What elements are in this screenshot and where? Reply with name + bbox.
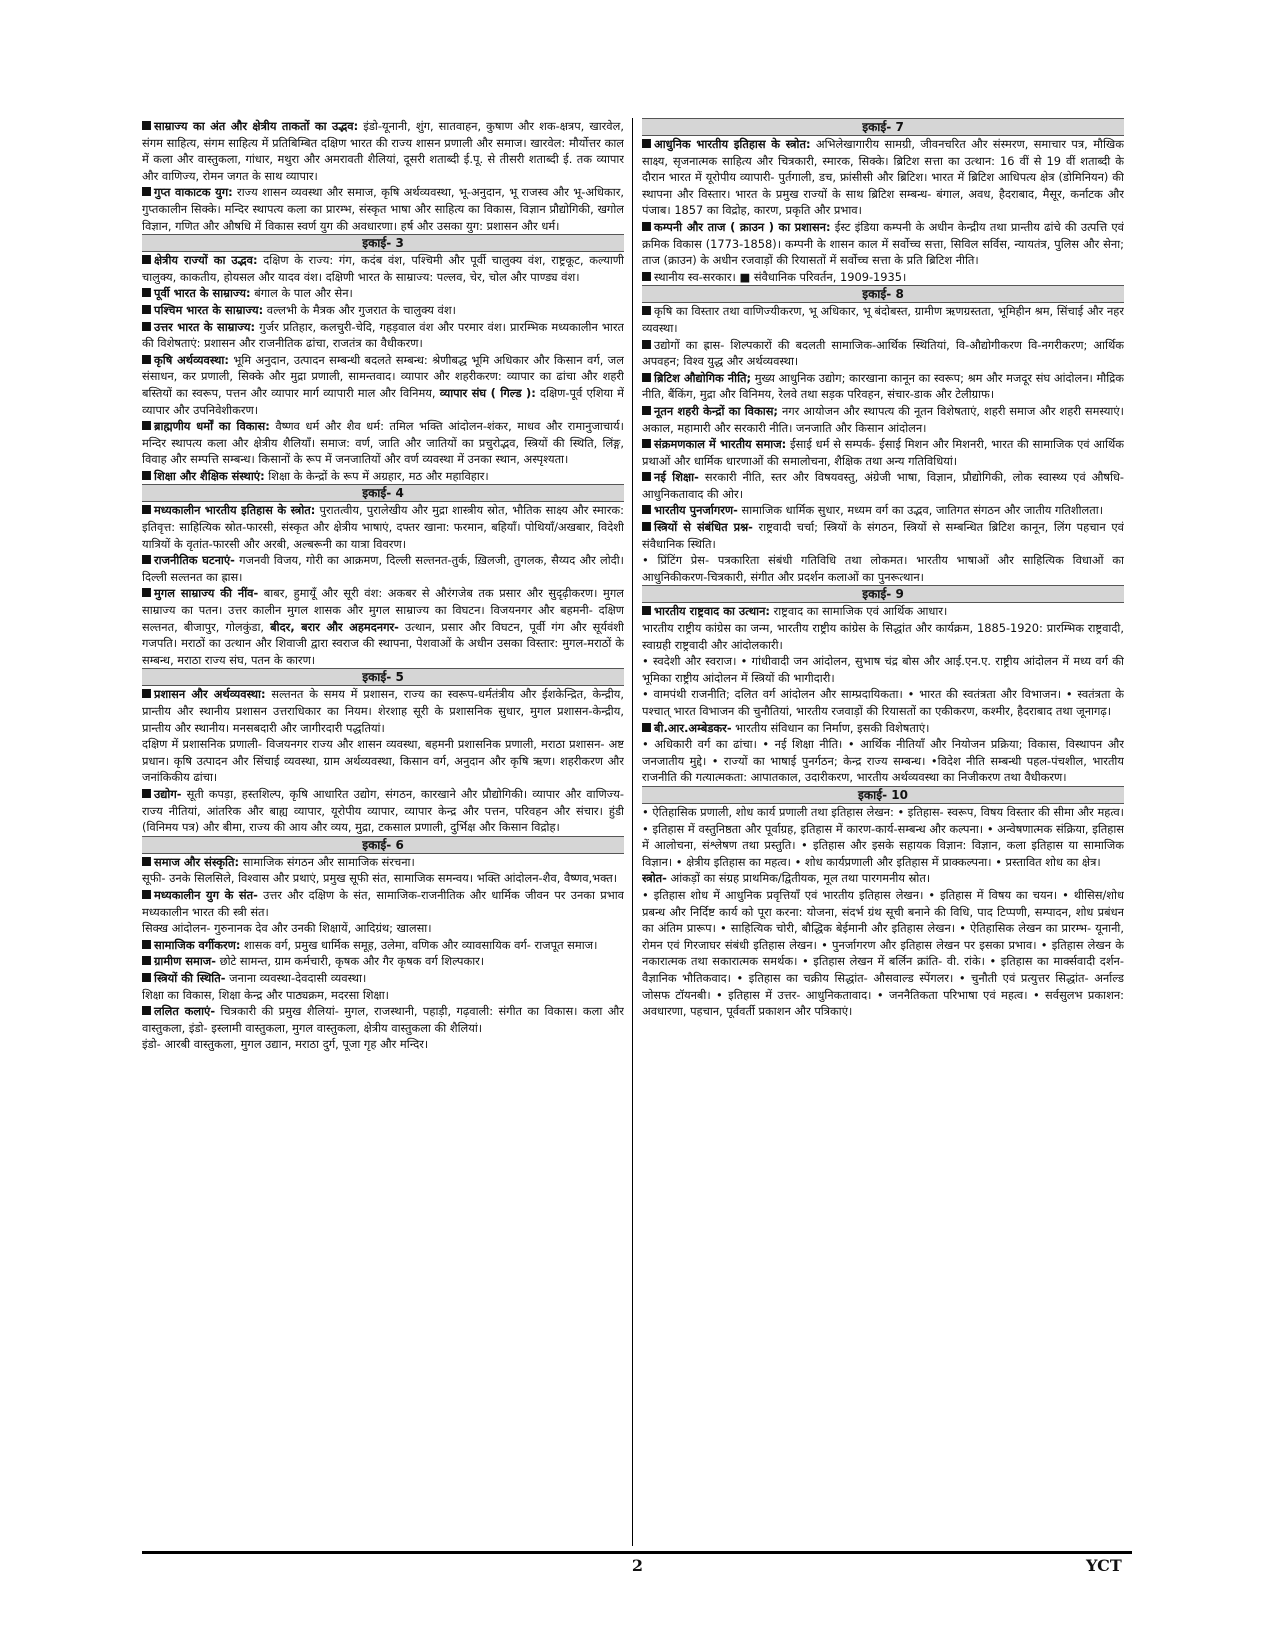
topic-heading: आधुनिक भारतीय इतिहास के स्त्रोत: (654, 137, 811, 151)
topic-heading: स्त्रोत- (642, 871, 667, 886)
topic-text: दक्षिण-पूर्व एशिया में व्यापार और उपनिवेशीकरण। (142, 385, 624, 417)
topic-text: वल्लभी के मैत्रक और गुजरात के चालुक्य वंश। (263, 302, 456, 317)
syllabus-paragraph (642, 720, 1124, 737)
topic-heading: बीदर, बरार और अहमदनगर- (270, 619, 399, 634)
topic-heading: कम्पनी और ताज ( क्राउन ) का प्रशासन: (654, 219, 831, 234)
syllabus-paragraph (642, 136, 1124, 219)
topic-text: • अधिकारी वर्ग का ढांचा। • नई शिक्षा नीति। • आर्थिक नीतियाँ और नियोजन प्रक्रिया; विकास, विस्थापन और जनजातीय मुद्दे। • राज्यों का भाषाई पुनर्गठन; केन्द्र राज्य सम्बन्ध। •विदेश नीति सम्बन्धी पहल-पंचशील, भारतीय राजनीति की गत्यात्मकता: आपातकाल, उदारीकरण, भारतीय अर्थव्यवस्था का निजीकरण तथा वैधीकरण। (642, 737, 1124, 785)
square-bullet-icon (642, 139, 651, 148)
syllabus-paragraph (142, 118, 624, 184)
topic-text: शिक्षा का विकास, शिक्षा केन्द्र और पाठ्यक्रम, मदरसा शिक्षा। (142, 987, 389, 1002)
syllabus-paragraph (642, 736, 1124, 786)
topic-heading: मध्यकालीन भारतीय इतिहास के स्त्रोत: (154, 503, 316, 518)
topic-heading: संक्रमणकाल में भारतीय समाज: (654, 437, 787, 452)
topic-text: • प्रिंटिंग प्रेस- पत्रकारिता संबंधी गतिविधि तथा लोकमत। भारतीय भाषाओं और साहित्यिक विधाओं का आधुनिकीकरण-चित्रकारी, संगीत और प्रदर्शन कलाओं का पुनरूत्थान। (642, 553, 1124, 584)
syllabus-paragraph (142, 920, 624, 937)
topic-text: शासक वर्ग, प्रमुख धार्मिक समूह, उलेमा, वणिक और व्यावसायिक वर्ग- राजपूत समाज। (240, 937, 598, 952)
unit-heading: इकाई- 8 (642, 285, 1124, 303)
topic-text: नगर आयोजन और स्थापत्य की नूतन विशेषताएं, शहरी समाज और शहरी समस्याएं। अकाल, महामारी और सरकारी नीति। जनजाति और किसान आंदोलन। (642, 403, 1124, 435)
topic-heading: ग्रामीण समाज- (154, 954, 216, 969)
square-bullet-icon (142, 255, 151, 264)
square-bullet-icon (142, 689, 151, 698)
syllabus-paragraph (142, 252, 624, 285)
square-bullet-icon (142, 421, 151, 430)
square-bullet-icon (642, 472, 651, 481)
page-number: 2 (631, 1556, 644, 1575)
topic-text: आंकड़ों का संग्रह प्राथमिक/द्वितीयक, मूल तथा पारगमनीय स्रोत। (666, 871, 931, 886)
square-bullet-icon (142, 555, 151, 564)
topic-heading: पूर्वी भारत के साम्राज्य: (154, 286, 251, 301)
topic-text: इंडो-यूनानी, शुंग, सातवाहन, कुषाण और शक-क्षत्रप, खारवेल, संगम साहित्य, संगम साहित्य में प्रतिबिम्बित दक्षिण भारत की राज्य शासन प्रणाली और समाज। खारवेल: मौर्योत्तर काल में कला और वास्तुकला, गांधार, मथुरा और अमरावती शैलियां, दूसरी शताब्दी ई.पू. से तीसरी शताब्दी ई. तक व्यापार और वाणिज्य, रोमन जगत के साथ व्यापार। (142, 119, 624, 183)
syllabus-paragraph (142, 468, 624, 485)
square-bullet-icon (142, 956, 151, 965)
syllabus-paragraph (642, 303, 1124, 336)
syllabus-paragraph (642, 620, 1124, 653)
square-bullet-icon (642, 439, 651, 448)
topic-text: • इतिहास शोध में आधुनिक प्रवृत्तियाँ एवं भारतीय इतिहास लेखन। • इतिहास में विषय का चयन। • थीसिस/शोध प्रबन्ध और निर्दिष्ट कार्य को पूरा करना: योजना, संदर्भ ग्रंथ सूची बनाने की विधि, पाद टिप्पणी, सम्पादन, शोध प्रबंधन का अंतिम प्रारूप। • साहित्यिक चोरी, बौद्धिक बेईमानी और इतिहास लेखन। • ऐतिहासिक लेखन का प्रारम्भ- यूनानी, रोमन एवं गिरजाघर संबंधी इतिहास लेखन। • पुनर्जागरण और इतिहास लेखन पर इसका प्रभाव। • इतिहास लेखन के नकारात्मक तथा सकारात्मक समर्थक। • इतिहास लेखन में बर्लिन क्रांति- वी. रांके। • इतिहास का मार्क्सवादी दर्शन- वैज्ञानिक भौतिकवाद। • इतिहास का चक्रीय सिद्धांत- औसवाल्ड स्पेंगलर। • चुनौती एवं प्रत्युत्तर सिद्धांत- अर्नाल्ड जोसफ टॉयनबी। • इतिहास में उत्तर- आधुनिकतावाद। • जननैतिकता परिभाषा एवं महत्व। • सर्वसुलभ प्रकाशन: अवधारणा, पहचान, पूर्ववर्ती प्रकाशन और पत्रिकाएं। (642, 887, 1124, 1019)
topic-text: • स्वदेशी और स्वराज। • गांधीवादी जन आंदोलन, सुभाष चंद्र बोस और आई.एन.ए. राष्ट्रीय आंदोलन में मध्य वर्ग की भूमिका राष्ट्रीय आंदोलन में स्त्रियों की भागीदारी। (642, 654, 1124, 685)
topic-text: दक्षिण के राज्य: गंग, कदंब वंश, पश्चिमी और पूर्वी चालुक्य वंश, राष्ट्रकूट, कल्याणी चालुक्य, काकतीय, होयसल और यादव वंश। दक्षिणी भारत के साम्राज्य: पल्लव, चेर, चोल और पाण्ड्य वंश। (142, 253, 624, 284)
square-bullet-icon (642, 406, 651, 415)
syllabus-paragraph (142, 786, 624, 836)
syllabus-paragraph (142, 987, 624, 1004)
topic-text: शिक्षा के केन्द्रों के रूप में अग्रहार, मठ और महाविहार। (264, 468, 489, 483)
topic-text: • वामपंथी राजनीति; दलित वर्ग आंदोलन और साम्प्रदायिकता। • भारत की स्वतंत्रता और विभाजन। • स्वतंत्रता के पश्चात् भारत विभाजन की चुनौतियां, भारतीय रजवाड़ों की रियासतों का एकीकरण, कश्मीर, हैदराबाद तथा जूनागढ़। (642, 687, 1124, 718)
column-divider (632, 118, 633, 1546)
topic-text: राज्य शासन व्यवस्था और समाज, कृषि अर्थव्यवस्था, भू-अनुदान, भू राजस्व और भू-अधिकार, गुप्तकालीन सिक्के। मन्दिर स्थापत्य कला का प्रारम्भ, संस्कृत भाषा और साहित्य का विकास, विज्ञान प्रौद्योगिकी, खगोल विज्ञान, गणित और औषधि में विकास स्वर्ण युग की अवधारणा। हर्ष और उसका युग: प्रशासन और धर्म। (142, 185, 624, 233)
topic-heading: राजनीतिक घटनाएं- (154, 553, 235, 568)
topic-text: पुरातत्वीय, पुरालेखीय और मुद्रा शास्त्रीय स्रोत, भौतिक साक्ष्य और स्मारक: इतिवृत्त: साहित्यिक स्रोत-फारसी, संस्कृत और क्षेत्रीय भाषाएं, दफ्तर खाना: फरमान, बहियाँ। पोथियाँ/अखबार, विदेशी यात्रियों के वृतांत-फारसी और अरबी, अल्बरूनी का यात्रा विवरण। (142, 503, 624, 551)
topic-text: मुख्य आधुनिक उद्योग; कारखाना कानून का स्वरूप; श्रम और मजदूर संघ आंदोलन। मौद्रिक नीति, बैंकिंग, मुद्रा और विनिमय, रेलवे तथा सड़क परिवहन, संचार-डाक और टेलीग्राफ। (642, 370, 1124, 402)
square-bullet-icon (142, 322, 151, 331)
topic-heading: ललित कलाएं- (154, 1004, 216, 1019)
topic-text: सल्तनत के समय में प्रशासन, राज्य का स्वरूप-धर्मतंत्रीय और ईशकेन्द्रित, केन्द्रीय, प्रान्तीय और स्थानीय प्रशासन उत्तराधिकार का नियम। शेरशाह सूरी के प्रशासनिक सुधार, मुगल प्रशासन-केन्द्रीय, प्रान्तीय और स्थानीय। मनसबदारी और जागीरदारी पद्धतियां। (142, 687, 624, 735)
topic-heading: स्त्रियों से संबंधित प्रश्न- (654, 520, 753, 535)
syllabus-paragraph (142, 418, 624, 468)
syllabus-paragraph (642, 219, 1124, 269)
square-bullet-icon (142, 471, 151, 480)
syllabus-paragraph (642, 804, 1124, 870)
topic-heading: व्यापार संघ ( गिल्ड ): (439, 385, 536, 400)
topic-heading: समाज और संस्कृति: (154, 854, 240, 869)
square-bullet-icon (642, 723, 651, 732)
syllabus-paragraph (142, 870, 624, 887)
syllabus-paragraph (142, 319, 624, 352)
topic-heading: क्षेत्रीय राज्यों का उद्भव: (154, 253, 258, 268)
syllabus-paragraph (642, 887, 1124, 1020)
topic-text: ईस्ट इंडिया कम्पनी के अधीन केन्द्रीय तथा प्रान्तीय ढांचे की उत्पत्ति एवं क्रमिक विकास (1773-1858)। कम्पनी के शासन काल में सर्वोच्च सत्ता, सिविल सर्विस, न्यायतंत्र, पुलिस और सेना; ताज (क्राउन) के अधीन रजवाड़ों की रियासतों में सर्वोच्च सत्ता के प्रति ब्रिटिश नीति। (642, 219, 1124, 268)
unit-heading: इकाई- 7 (642, 118, 1124, 136)
square-bullet-icon (142, 505, 151, 514)
topic-heading: स्त्रियों की स्थिति- (154, 970, 226, 985)
topic-text: सरकारी नीति, स्तर और विषयवस्तु, अंग्रेजी भाषा, विज्ञान, प्रौद्योगिकी, लोक स्वास्थ्य एवं औषधि- आधुनिकतावाद की ओर। (642, 470, 1124, 501)
syllabus-paragraph (642, 370, 1124, 403)
topic-text: सामाजिक धार्मिक सुधार, मध्यम वर्ग का उद्भव, जातिगत संगठन और जातीय गतिशीलता। (737, 503, 1104, 518)
topic-heading: गुप्त वाकाटक युग: (154, 185, 233, 200)
topic-heading: उत्तर भारत के साम्राज्य: (154, 319, 256, 334)
topic-text: सूती कपड़ा, हस्तशिल्प, कृषि आधारित उद्योग, संगठन, कारखाने और प्रौद्योगिकी। व्यापार और वाणिज्य- राज्य नीतियां, आंतरिक और बाह्य व्यापार, यूरोपीय व्यापार, व्यापार केन्द्र और पत्तन, परिवहन और संचार। हुंडी (विनिमय पत्र) और बीमा, राज्य की आय और व्यय, मुद्रा, टकसाल प्रणाली, दुर्भिक्ष और किसान विद्रोह। (142, 786, 624, 835)
topic-text: चित्रकारी की प्रमुख शैलियां- मुगल, राजस्थानी, पहाड़ी, गढ़वाली: संगीत का विकास। कला और वास्तुकला, इंडो- इस्लामी वास्तुकला, मुगल वास्तुकला, क्षेत्रीय वास्तुकला की शैलियां। (142, 1004, 624, 1035)
syllabus-paragraph (142, 854, 624, 871)
topic-text: सूफी- उनके सिलसिले, विश्वास और प्रथाएं, प्रमुख सूफी संत, सामाजिक समन्वय। भक्ति आंदोलन-शैव, वैष्णव,भक्त। (142, 871, 618, 886)
topic-heading: मध्यकालीन युग के संत- (154, 887, 258, 902)
square-bullet-icon (142, 890, 151, 899)
square-bullet-icon (142, 973, 151, 982)
syllabus-paragraph (142, 302, 624, 319)
topic-text: स्थानीय स्व-सरकार। (654, 269, 740, 284)
square-bullet-icon (642, 222, 651, 231)
syllabus-paragraph (642, 653, 1124, 686)
topic-heading: उद्योग- (154, 786, 182, 801)
topic-heading: कृषि अर्थव्यवस्था: (154, 352, 229, 367)
syllabus-paragraph (142, 352, 624, 418)
square-bullet-icon (142, 121, 151, 130)
topic-text: गजनवी विजय, गोरी का आक्रमण, दिल्ली सल्तनत-तुर्क, ख़िलजी, तुगलक, सैय्यद और लोदी। दिल्ली सल्तनत का ह्रास। (142, 553, 624, 584)
topic-text: सामाजिक संगठन और सामाजिक संरचना। (239, 854, 415, 869)
syllabus-paragraph (142, 1003, 624, 1036)
syllabus-paragraph (142, 585, 624, 668)
topic-text: जनाना व्यवस्था-देवदासी व्यवस्था। (225, 970, 367, 985)
syllabus-paragraph (642, 870, 1124, 887)
topic-heading: शिक्षा और शैक्षिक संस्थाएं: (154, 468, 265, 483)
topic-heading: भारतीय पुनर्जागरण- (654, 503, 738, 518)
topic-text: छोटे सामन्त, ग्राम कर्मचारी, कृषक और गैर कृषक वर्ग शिल्पकार। (215, 954, 485, 969)
unit-heading: इकाई- 4 (142, 484, 624, 502)
square-bullet-icon (642, 373, 651, 382)
topic-text: दक्षिण में प्रशासनिक प्रणाली- विजयनगर राज्य और शासन व्यवस्था, बहमनी प्रशासनिक प्रणाली, मराठा प्रशासन- अष्ट प्रधान। कृषि उत्पादन और सिंचाई व्यवस्था, ग्राम अर्थव्यवस्था, किसान वर्ग, अनुदान और कृषि ऋण। शहरीकरण और जनांकिकीय ढांचा। (142, 737, 624, 785)
unit-heading: इकाई- 6 (142, 836, 624, 854)
syllabus-paragraph (142, 887, 624, 920)
square-bullet-icon (642, 272, 651, 281)
unit-heading: इकाई- 5 (142, 668, 624, 686)
unit-heading: इकाई- 10 (642, 786, 1124, 804)
unit-heading: इकाई- 3 (142, 234, 624, 252)
topic-text: गुर्जर प्रतिहार, कलचुरी-चेदि, गहड़वाल वंश और परमार वंश। प्रारम्भिक मध्यकालीन भारत की विशेषताएं: प्रशासन और राजनीतिक ढांचा, राजतंत्र का वैधीकरण। (142, 319, 624, 351)
topic-heading: ब्रिटिश औद्योगिक नीति; (654, 370, 752, 385)
syllabus-paragraph (642, 469, 1124, 502)
topic-text: बाबर, हुमायूँ और सूरी वंश: अकबर से औरंगजेब तक प्रसार और सुदृढ़ीकरण। मुगल साम्राज्य का पतन। उत्तर कालीन मुगल शासक और मुगल साम्राज्य का विघटन। विजयनगर और बहमनी- दक्षिण सल्तनत, बीजापुर, गोलकुंडा, (142, 586, 624, 634)
syllabus-paragraph (642, 686, 1124, 719)
topic-heading: सामाजिक वर्गीकरण: (154, 937, 241, 952)
square-bullet-icon (142, 355, 151, 364)
topic-heading: नई शिक्षा- (654, 470, 699, 485)
square-bullet-icon (142, 305, 151, 314)
topic-heading: पश्चिम भारत के साम्राज्य: (154, 302, 264, 317)
syllabus-paragraph (142, 552, 624, 585)
syllabus-paragraph (142, 937, 624, 954)
left-column (142, 118, 624, 1546)
topic-heading: मुगल साम्राज्य की नींव- (154, 586, 259, 601)
syllabus-paragraph (642, 403, 1124, 436)
square-bullet-icon (642, 340, 651, 349)
topic-heading: ब्राह्मणीय धर्मों का विकास: (154, 419, 270, 434)
syllabus-paragraph (642, 552, 1124, 585)
topic-text: भारतीय संविधान का निर्माण, इसकी विशेषताएं। (731, 720, 930, 735)
syllabus-paragraph (642, 502, 1124, 519)
topic-text: सिक्ख आंदोलन- गुरुनानक देव और उनकी शिक्षायें, आदिग्रंथ; खालसा। (142, 921, 432, 936)
syllabus-paragraph (142, 736, 624, 786)
topic-text: ईसाई धर्म से सम्पर्क- ईसाई मिशन और मिशनरी, भारत की सामाजिक एवं आर्थिक प्रथाओं और धार्मिक धारणाओं की समालोचना, शैक्षिक तथा अन्य गतिविधियां। (642, 437, 1124, 468)
topic-heading: नूतन शहरी केन्द्रों का विकास; (654, 403, 778, 418)
syllabus-paragraph (142, 502, 624, 552)
topic-text: राष्ट्रवादी चर्चा; स्त्रियों के संगठन, स्त्रियों से सम्बन्धित ब्रिटिश कानून, लिंग पहचान एवं संवैधानिक स्थिति। (642, 520, 1124, 551)
square-bullet-icon (642, 522, 651, 531)
topic-heading: साम्राज्य का अंत और क्षेत्रीय ताकतों का उद्भव: (154, 119, 359, 133)
topic-text: ■ संवैधानिक परिवर्तन, 1909-1935। (739, 269, 907, 284)
topic-text: भूमि अनुदान, उत्पादन सम्बन्धी बदलते सम्बन्ध: श्रेणीबद्ध भूमि अधिकार और किसान वर्ग, जल संसाधन, कर प्रणाली, सिक्के और मुद्रा प्रणाली, सामन्तवाद। व्यापार और शहरीकरण: व्यापार का ढांचा और शहरी बस्तियों का स्वरूप, पत्तन और व्यापार मार्ग व्यापारी माल और विनिमय, (142, 352, 624, 400)
topic-heading: प्रशासन और अर्थव्यवस्था: (154, 687, 266, 702)
topic-text: उत्तर और दक्षिण के संत, सामाजिक-राजनीतिक और धार्मिक जीवन पर उनका प्रभाव मध्यकालीन भारत की स्त्री संत। (142, 887, 624, 919)
syllabus-paragraph (142, 970, 624, 987)
square-bullet-icon (642, 606, 651, 615)
syllabus-paragraph (142, 953, 624, 970)
topic-text: वैष्णव धर्म और शैव धर्म: तमिल भक्ति आंदोलन-शंकर, माधव और रामानुजाचार्य। मन्दिर स्थापत्य कला और क्षेत्रीय शैलियाँ। समाज: वर्ण, जाति और जातियों का प्रचुरोद्भव, स्त्रियों की स्थिति, लिंङ्ग, विवाह और सम्पत्ति सम्बन्ध। किसानों के रूप में जनजातियों और वर्ण व्यवस्था में उनका स्थान, अस्पृश्यता। (142, 419, 624, 467)
topic-text: बंगाल के पाल और सेन। (250, 286, 353, 301)
topic-text: राष्ट्रवाद का सामाजिक एवं आर्थिक आधार। (769, 604, 948, 619)
right-column (642, 118, 1124, 1546)
square-bullet-icon (142, 789, 151, 798)
square-bullet-icon (142, 187, 151, 196)
topic-text: इंडो- आरबी वास्तुकला, मुगल उद्यान, मराठा दुर्ग, पूजा गृह और मन्दिर। (142, 1037, 429, 1052)
syllabus-paragraph (642, 269, 1124, 286)
syllabus-paragraph (642, 603, 1124, 620)
topic-heading: भारतीय राष्ट्रवाद का उत्थान: (654, 604, 770, 619)
brand-mark: YCT (1086, 1556, 1122, 1575)
unit-heading: इकाई- 9 (642, 585, 1124, 603)
square-bullet-icon (142, 288, 151, 297)
topic-text: कृषि का विस्तार तथा वाणिज्यीकरण, भू अधिकार, भू बंदोबस्त, ग्रामीण ऋणग्रस्तता, भूमिहीन श्रम, सिंचाई और नहर व्यवस्था। (642, 304, 1124, 335)
syllabus-paragraph (642, 519, 1124, 552)
syllabus-paragraph (642, 337, 1124, 370)
syllabus-paragraph (142, 184, 624, 234)
topic-text: उद्योगों का ह्रास- शिल्पकारों की बदलती सामाजिक-आर्थिक स्थितियां, वि-औद्योगीकरण वि-नगरीकरण; आर्थिक अपवहन; विश्व युद्ध और अर्थव्यवस्था। (642, 337, 1124, 369)
square-bullet-icon (142, 857, 151, 866)
square-bullet-icon (642, 505, 651, 514)
topic-text: अभिलेखागारीय सामग्री, जीवनचरित और संस्मरण, समाचार पत्र, मौखिक साक्ष्य, सृजनात्मक साहित्य और चित्रकारी, स्मारक, सिक्के। ब्रिटिश सत्ता का उत्थान: 16 वीं से 19 वीं शताब्दी के दौरान भारत में यूरोपीय व्यापारी- पुर्तगाली, डच, फ्रांसीसी और ब्रिटिश। भारत में ब्रिटिश आधिपत्य क्षेत्र (डोमिनियन) की स्थापना और विस्तार। भारत के प्रमुख राज्यों के साथ ब्रिटिश सम्बन्ध- बंगाल, अवध, हैदराबाद, मैसूर, कर्नाटक और पंजाब। 1857 का विद्रोह, कारण, प्रकृति और प्रभाव। (642, 137, 1124, 218)
syllabus-paragraph (142, 686, 624, 736)
square-bullet-icon (142, 1006, 151, 1015)
syllabus-paragraph (642, 436, 1124, 469)
topic-heading: बी.आर.अम्बेडकर- (654, 720, 732, 735)
topic-text: भारतीय राष्ट्रीय कांग्रेस का जन्म, भारतीय राष्ट्रीय कांग्रेस के सिद्धांत और कार्यक्रम, 1885-1920: प्रारम्भिक राष्ट्रवादी, स्वाग्रही राष्ट्रवादी और आंदोलकारी। (642, 621, 1124, 652)
syllabus-paragraph (142, 285, 624, 302)
topic-text: • ऐतिहासिक प्रणाली, शोध कार्य प्रणाली तथा इतिहास लेखन: • इतिहास- स्वरूप, विषय विस्तार की सीमा और महत्व। • इतिहास में वस्तुनिष्ठता और पूर्वाग्रह, इतिहास में कारण-कार्य-सम्बन्ध और कल्पना। • अन्वेषणात्मक संक्रिया, इतिहास में आलोचना, संश्लेषण तथा प्रस्तुति। • इतिहास और इसके सहायक विज्ञान: विज्ञान, कला इतिहास या सामाजिक विज्ञान। • क्षेत्रीय इतिहास का महत्व। • शोध कार्यप्रणाली और इतिहास में प्राक्कल्पना। • प्रस्तावित शोध का क्षेत्र। (642, 804, 1124, 869)
square-bullet-icon (142, 940, 151, 949)
square-bullet-icon (642, 306, 651, 315)
footer-rule (142, 1551, 1132, 1554)
topic-text: उत्थान, प्रसार और विघटन, पूर्वी गंग और सूर्यवंशी गजपति। मराठों का उत्थान और शिवाजी द्वारा स्वराज की स्थापना, पेशवाओं के अधीन उसका विस्तार: मुगल-मराठों के सम्बन्ध, मराठा राज्य संघ, पतन के कारण। (142, 619, 624, 667)
square-bullet-icon (142, 588, 151, 597)
syllabus-paragraph (142, 1036, 624, 1053)
document-page (142, 118, 1132, 1538)
